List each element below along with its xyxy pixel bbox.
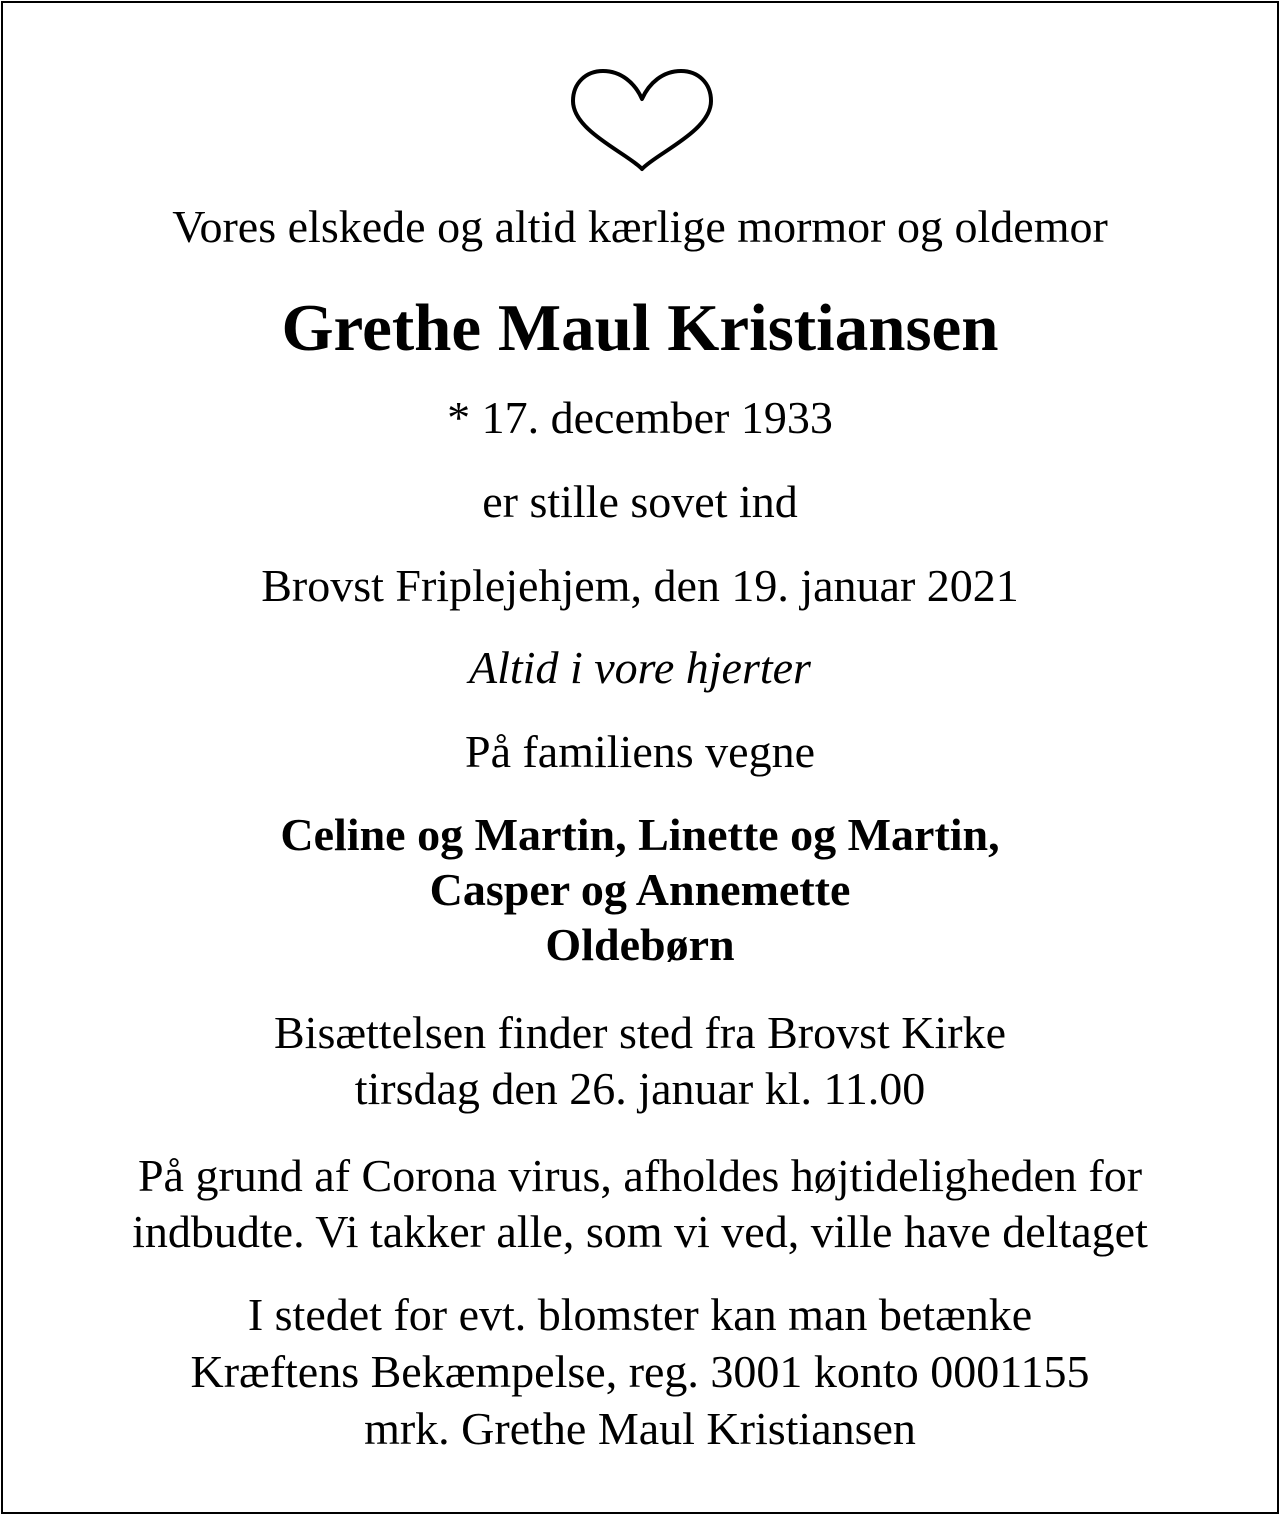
family-line: Casper og Annemette <box>429 864 851 915</box>
ceremony-line: Bisættelsen finder sted fra Brovst Kirke <box>273 1007 1007 1058</box>
donation-line: Kræftens Bekæmpelse, reg. 3001 konto 0001155 <box>190 1346 1090 1397</box>
intro-text: Vores elskede og altid kærlige mormor og oldemor <box>172 201 1108 252</box>
obituary-notice <box>1 1 1279 1514</box>
donation-line: I stedet for evt. blomster kan man betænke <box>247 1289 1033 1340</box>
donation-info <box>3 1289 1277 1463</box>
motto-text: Altid i vore hjerter <box>469 642 811 693</box>
birth-date: * 17. december 1933 <box>447 392 833 443</box>
corona-line: indbudte. Vi takker alle, som vi ved, ville have deltaget <box>132 1206 1148 1257</box>
ceremony-info <box>3 1007 1277 1122</box>
place-and-date: Brovst Friplejehjem, den 19. januar 2021 <box>261 560 1019 611</box>
family-line: Celine og Martin, Linette og Martin, <box>280 809 1000 860</box>
deceased-name: Grethe Maul Kristiansen <box>281 291 999 365</box>
family-line: Oldebørn <box>545 919 735 970</box>
ceremony-line: tirsdag den 26. januar kl. 11.00 <box>354 1063 926 1114</box>
corona-line: På grund af Corona virus, afholdes højtideligheden for <box>137 1150 1143 1201</box>
passing-text: er stille sovet ind <box>482 476 798 527</box>
on-behalf-text: På familiens vegne <box>464 726 815 777</box>
donation-line: mrk. Grethe Maul Kristiansen <box>364 1403 916 1454</box>
heart-icon <box>567 67 717 173</box>
corona-notice <box>3 1150 1277 1265</box>
family-names <box>3 809 1277 977</box>
